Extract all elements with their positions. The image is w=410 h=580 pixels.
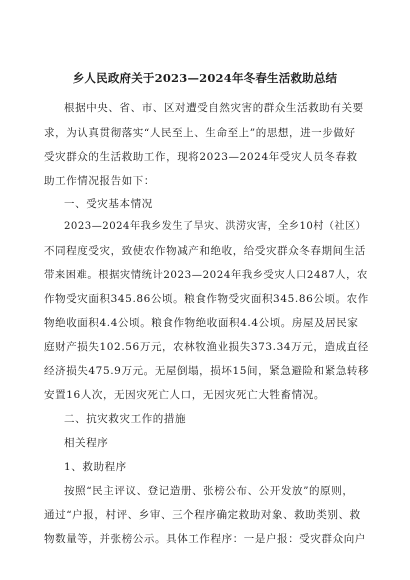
paragraph-line: 作物受灾面积345.86公顷。粮食作物受灾面积345.86公顷。农作 xyxy=(44,293,369,305)
paragraph-line: 经济损失475.9万元。无屋倒塌，损坏15间，紧急避险和紧急转移 xyxy=(44,365,370,377)
paragraph-line: 通过“户报，村评、乡审、三个程序确定救助对象、救助类别、救 xyxy=(44,509,361,521)
subsection-heading: 相关程序 xyxy=(64,437,109,449)
paragraph-line: 按照“民主评议、登记造册、张榜公布、公开发放”的原则， xyxy=(64,485,354,497)
subsection-heading: 1、救助程序 xyxy=(64,461,127,473)
section-heading: 一、受灾基本情况 xyxy=(64,198,153,210)
paragraph-line: 受灾群众的生活救助工作，现将2023—2024年受灾人员冬春救 xyxy=(44,151,358,163)
document-title: 乡人民政府关于2023—2024年冬春生活救助总结 xyxy=(72,71,338,85)
paragraph-line: 求，为认真贯彻落实“人民至上、生命至上”的思想，进一步做好 xyxy=(44,127,356,139)
paragraph-line: 安置16人次，无因灾死亡人口，无因灾死亡大牲畜情况。 xyxy=(44,389,325,401)
paragraph-line: 带来困难。根据灾情统计2023—2024年我乡受灾人口2487人，农 xyxy=(44,269,368,281)
paragraph-line: 2023—2024年我乡发生了旱灾、洪涝灾害，全乡10村（社区） xyxy=(64,221,367,232)
paragraph-line: 根据中央、省、市、区对遭受自然灾害的群众生活救助有关要 xyxy=(64,102,364,114)
paragraph-line: 庭财产损失102.56万元，农林牧渔业损失373.34万元，造成直径 xyxy=(44,341,369,353)
paragraph-line: 物数量等，并张榜公示。具体工作程序：一是户报：受灾群众向户 xyxy=(44,533,366,545)
paragraph-line: 物绝收面积4.4公顷。粮食作物绝收面积4.4公顷。房屋及居民家 xyxy=(44,317,359,329)
paragraph-line: 助工作情况报告如下： xyxy=(44,175,155,187)
section-heading: 二、抗灾救灾工作的措施 xyxy=(64,413,187,425)
paragraph-line: 不同程度受灾，致使农作物减产和绝收，给受灾群众冬春期间生活 xyxy=(44,245,366,257)
